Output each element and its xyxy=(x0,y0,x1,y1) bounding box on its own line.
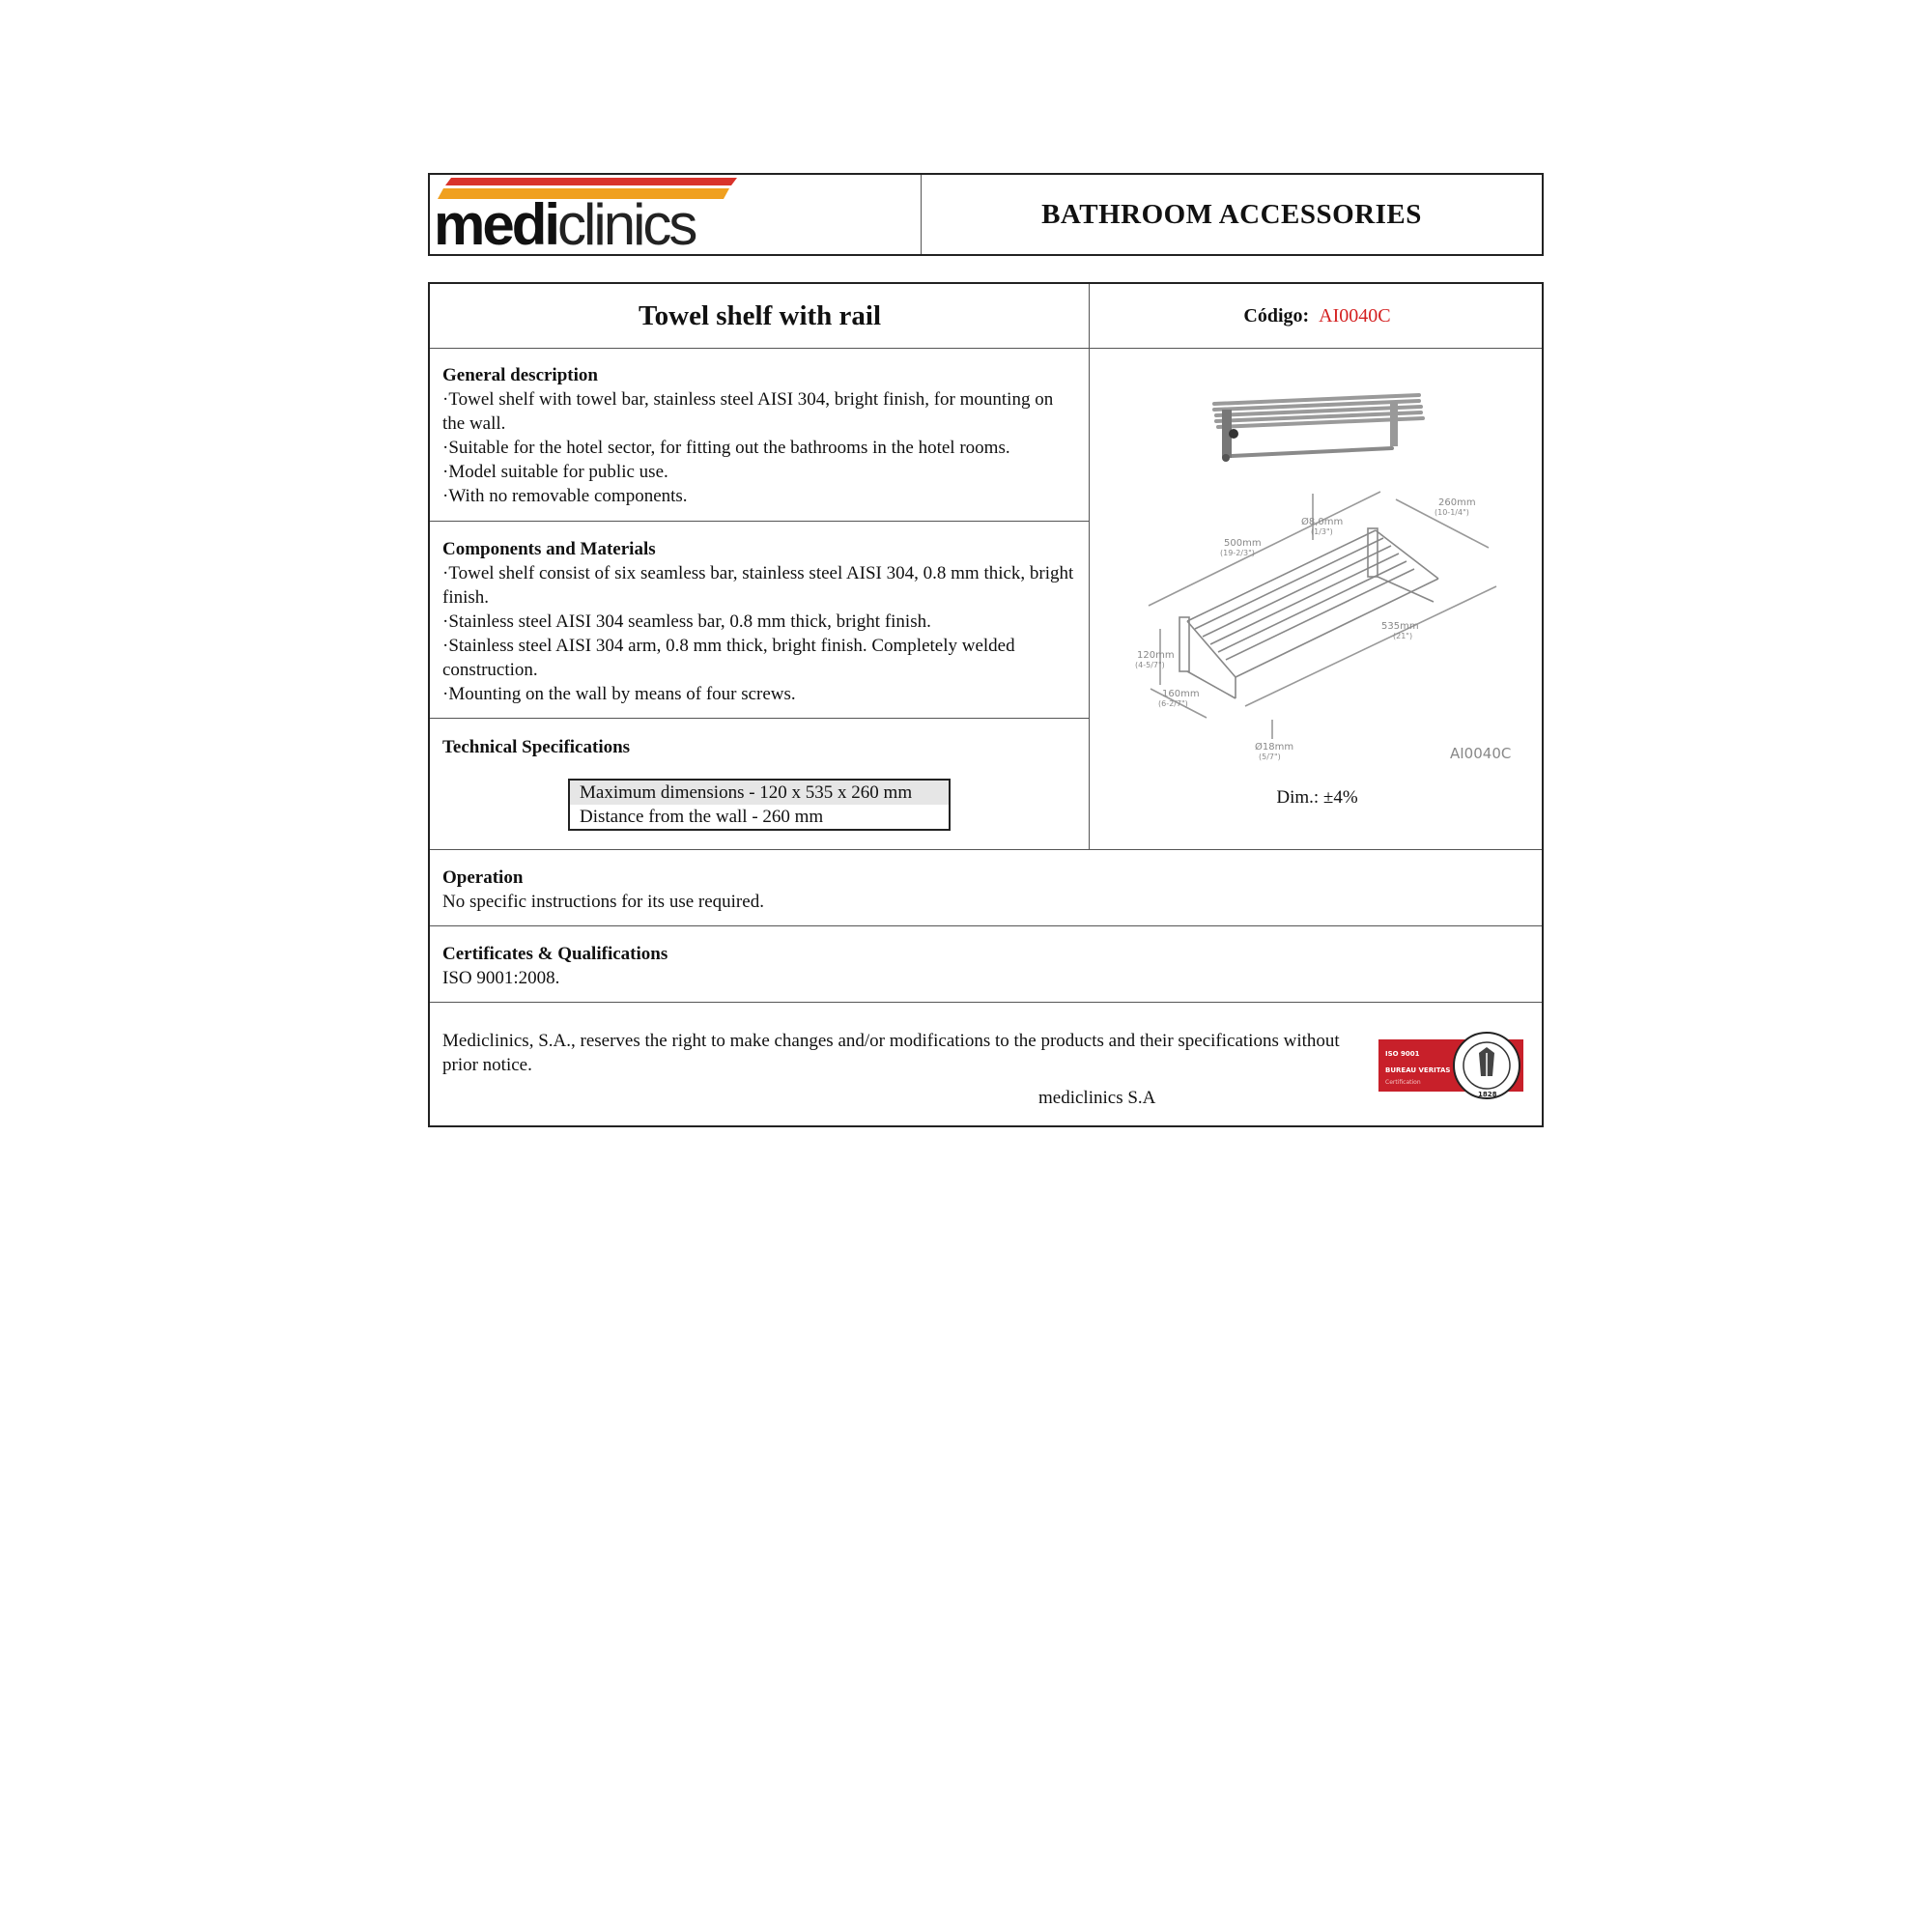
dim-8-inch-label: (1/3") xyxy=(1311,527,1333,536)
dim-260-inch-label: (10-1/4") xyxy=(1435,508,1469,517)
row-divider xyxy=(430,521,1090,522)
product-sheet xyxy=(428,282,1544,1127)
spec-table xyxy=(568,779,951,831)
seal-year: 1828 xyxy=(1478,1091,1497,1098)
dim-8-label: Ø8,0mm xyxy=(1301,517,1344,527)
general-description-line: ·Suitable for the hotel sector, for fitting out the bathrooms in the hotel rooms. xyxy=(442,438,1010,458)
dimension-tolerance: Dim.: ±4% xyxy=(1276,787,1358,808)
logo-text-light: clinics xyxy=(557,192,696,257)
general-description-line: ·Model suitable for public use. xyxy=(442,462,668,482)
components-line: ·Stainless steel AISI 304 seamless bar, 0.8 mm thick, bright finish. xyxy=(442,611,931,632)
dim-535-inch-label: (21") xyxy=(1393,632,1413,640)
certificates-text: ISO 9001:2008. xyxy=(442,968,560,988)
dim-120-inch-label: (4-5/7") xyxy=(1135,661,1165,669)
disclaimer-text: Mediclinics, S.A., reserves the right to make changes and/or modifications to the products and their specifications without prior notice. xyxy=(442,1031,1340,1075)
company-name: mediclinics S.A xyxy=(1038,1088,1156,1108)
components-line: ·Stainless steel AISI 304 arm, 0.8 mm thick, bright finish. Completely welded construction. xyxy=(442,636,1015,680)
components-line: ·Mounting on the wall by means of four screws. xyxy=(442,684,796,704)
dim-500-label: 500mm xyxy=(1224,538,1262,549)
bureau-veritas-badge-icon xyxy=(1378,1030,1525,1103)
drawing-model-code: AI0040C xyxy=(1450,745,1512,762)
badge-iso-text: ISO 9001 xyxy=(1385,1050,1420,1058)
dim-18-inch-label: (5/7") xyxy=(1259,753,1281,761)
product-photo-and-drawing xyxy=(1091,349,1544,774)
row-divider xyxy=(430,1002,1542,1003)
dim-120-label: 120mm xyxy=(1137,650,1175,661)
section-title: BATHROOM ACCESSORIES xyxy=(1041,198,1422,230)
operation-section xyxy=(442,866,1524,914)
operation-text: No specific instructions for its use required. xyxy=(442,892,764,912)
document-header xyxy=(428,173,1544,256)
general-description-line: ·Towel shelf with towel bar, stainless steel AISI 304, bright finish, for mounting on the wall. xyxy=(442,389,1054,434)
dim-535-label: 535mm xyxy=(1381,621,1419,632)
general-description-line: ·With no removable components. xyxy=(442,486,688,506)
operation-heading: Operation xyxy=(442,867,524,888)
components-line: ·Towel shelf consist of six seamless bar, stainless steel AISI 304, 0.8 mm thick, bright finish. xyxy=(442,563,1074,608)
badge-bv-text: BUREAU VERITAS xyxy=(1385,1066,1451,1074)
logo-text-bold: medi xyxy=(434,192,558,257)
product-code xyxy=(1091,284,1544,348)
technical-specifications xyxy=(442,735,1080,759)
badge-cert-text: Certification xyxy=(1385,1079,1421,1086)
dim-160-inch-label: (6-2/7") xyxy=(1158,699,1188,708)
dim-160-label: 160mm xyxy=(1162,689,1200,699)
row-divider xyxy=(430,849,1542,850)
product-image-cell xyxy=(1091,349,1544,849)
row-divider xyxy=(430,925,1542,926)
column-divider xyxy=(1089,284,1090,849)
dim-18-label: Ø18mm xyxy=(1255,742,1294,753)
code-value: AI0040C xyxy=(1319,304,1391,327)
certificates-section xyxy=(442,942,1524,990)
mediclinics-logo xyxy=(430,175,922,257)
general-description xyxy=(442,363,1080,508)
product-title: Towel shelf with rail xyxy=(638,299,882,331)
row-divider xyxy=(430,718,1090,719)
components-materials xyxy=(442,537,1080,706)
max-dimensions: Maximum dimensions - 120 x 535 x 260 mm xyxy=(570,781,949,805)
towel-shelf-photo xyxy=(1214,395,1423,462)
dim-260-label: 260mm xyxy=(1438,497,1476,508)
general-description-heading: General description xyxy=(442,365,598,385)
technical-heading: Technical Specifications xyxy=(442,737,631,757)
dim-500-inch-label: (19-2/3") xyxy=(1220,549,1255,557)
components-heading: Components and Materials xyxy=(442,539,656,559)
certificates-heading: Certificates & Qualifications xyxy=(442,944,668,964)
wall-distance: Distance from the wall - 260 mm xyxy=(580,807,824,827)
code-label: Código: xyxy=(1243,304,1310,327)
